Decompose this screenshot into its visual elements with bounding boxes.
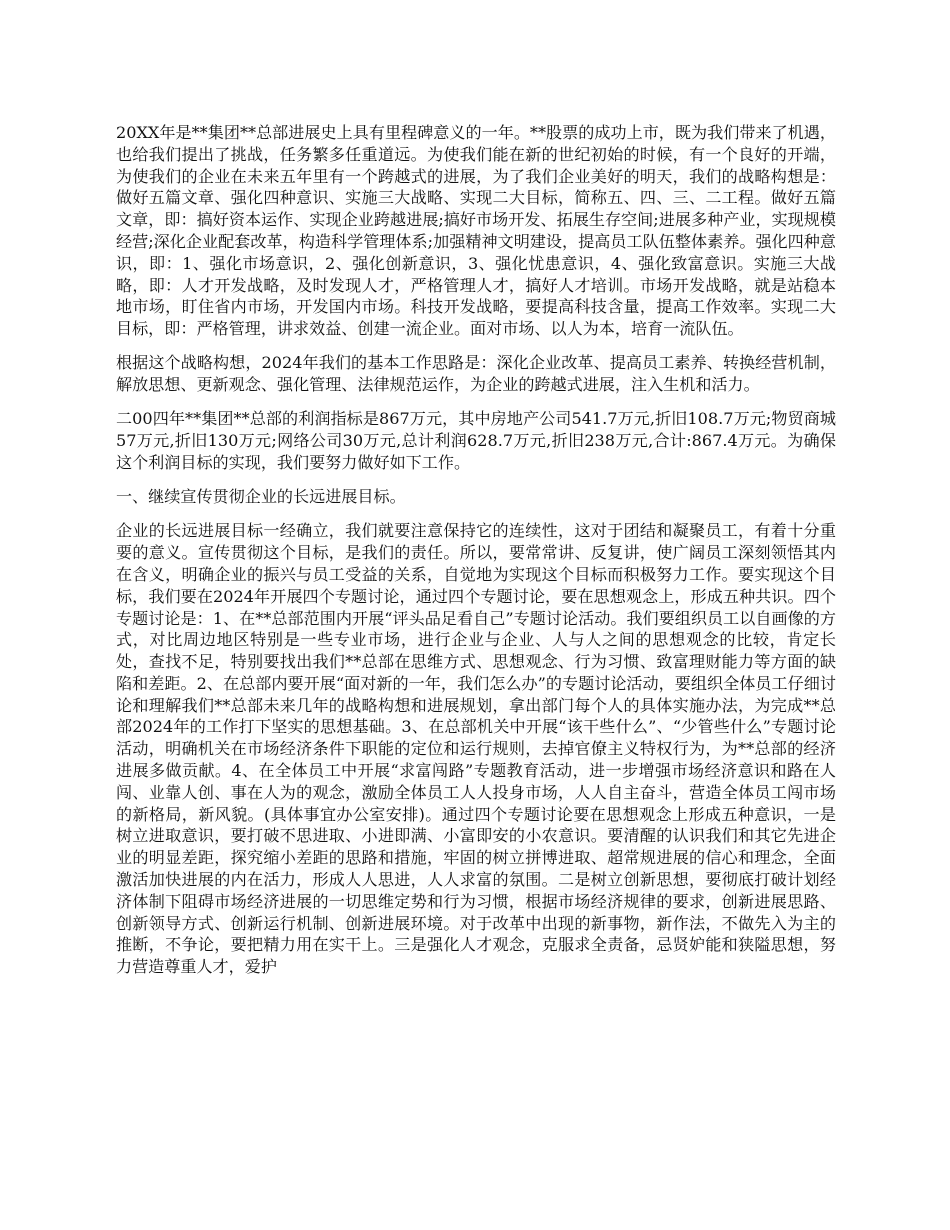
paragraph-strategy: 20XX年是**集团**总部进展史上具有里程碑意义的一年。**股票的成功上市，既为我们带来了机遇，也给我们提出了挑战，任务繁多任重道远。为使我们能在新的世纪初始的时候，有一个良好的开端，为使我们的企业在未来五年里有一个跨越式的进展，为了我们企业美好的明天，我们的战略构想是：做好五篇文章、强化四种意识、实施三大战略、实现二大目标，简称五、四、三、二工程。做好五篇文章，即：搞好资本运作、实现企业跨越进展;搞好市场开发、拓展生存空间;进展多种产业，实现规模经营;深化企业配套改革，构造科学管理体系;加强精神文明建设，提高员工队伍整体素养。强化四种意识，即：1、强化市场意识，2、强化创新意识，3、强化忧患意识，4、强化致富意识。实施三大战略，即：人才开发战略，及时发现人才，严格管理人才，搞好人才培训。市场开发战略，就是站稳本地市场，盯住省内市场，开发国内市场。科技开发战略，要提高科技含量，提高工作效率。实现二大目标，即：严格管理，讲求效益、创建一流企业。面对市场、以人为本，培育一流队伍。 [116,123,837,339]
section-heading-1: 一、继续宣传贯彻企业的长远进展目标。 [116,487,406,507]
paragraph-long-term-goals: 企业的长远进展目标一经确立，我们就要注意保持它的连续性，这对于团结和凝聚员工，有着十分重要的意义。宣传贯彻这个目标，是我们的责任。所以，要常常讲、反复讲，使广阔员工深刻领悟其内在含义，明确企业的振兴与员工受益的关系，自觉地为实现这个目标而积极努力工作。要实现这个目标，我们要在2024年开展四个专题讨论，通过四个专题讨论，要在思想观念上，形成五种共识。四个专题讨论是：1、在**总部范围内开展“评头品足看自己”专题讨论活动。我们要组织员工以自画像的方式，对比周边地区特别是一些专业市场，进行企业与企业、人与人之间的思想观念的比较，肯定长处，查找不足，特别要找出我们**总部在思维方式、思想观念、行为习惯、致富理财能力等方面的缺陷和差距。2、在总部内要开展“面对新的一年，我们怎么办”的专题讨论活动，要组织全体员工仔细讨论和理解我们**总部未来几年的战略构想和进展规划，拿出部门每个人的具体实施办法，为完成**总部2024年的工作打下坚实的思想基础。3、在总部机关中开展“该干些什么”、“少管些什么”专题讨论活动，明确机关在市场经济条件下职能的定位和运行规则，去掉官僚主义特权行为，为**总部的经济进展多做贡献。4、在全体员工中开展“求富闯路”专题教育活动，进一步增强市场经济意识和路在人闯、业靠人创、事在人为的观念，激励全体员工人人投身市场，人人自主奋斗，营造全体员工闯市场的新格局，新风貌。(具体事宜办公室安排)。通过四个专题讨论要在思想观念上形成五种意识，一是树立进取意识，要打破不思进取、小进即满、小富即安的小农意识。要清醒的认识我们和其它先进企业的明显差距，探究缩小差距的思路和措施，牢固的树立拼博进取、超常规进展的信心和理念，全面激活加快进展的内在活力，形成人人思进，人人求富的氛围。二是树立创新思想，要彻底打破计划经济体制下阻碍市场经济进展的一切思维定势和行为习惯，根据市场经济规律的要求，创新进展思路、创新领导方式、创新运行机制、创新进展环境。对于改革中出现的新事物，新作法，不做先入为主的推断，不争论，要把精力用在实干上。三是强化人才观念，克服求全责备，忌贤妒能和狭隘思想，努力营造尊重人才，爱护 [116,521,836,977]
paragraph-profit-targets: 二00四年**集团**总部的利润指标是867万元，其中房地产公司541.7万元,折旧108.7万元;物贸商城57万元,折旧130万元;网络公司30万元,总计利润628.7万元,折旧238万元,合计:867.4万元。为确保这个利润目标的实现，我们要努力做好如下工作。 [116,409,836,472]
document-body [116,122,836,990]
paragraph-work-plan: 根据这个战略构想，2024年我们的基本工作思路是：深化企业改革、提高员工素养、转换经营机制，解放思想、更新观念、强化管理、法律规范运作，为企业的跨越式进展，注入生机和活力。 [116,353,836,395]
